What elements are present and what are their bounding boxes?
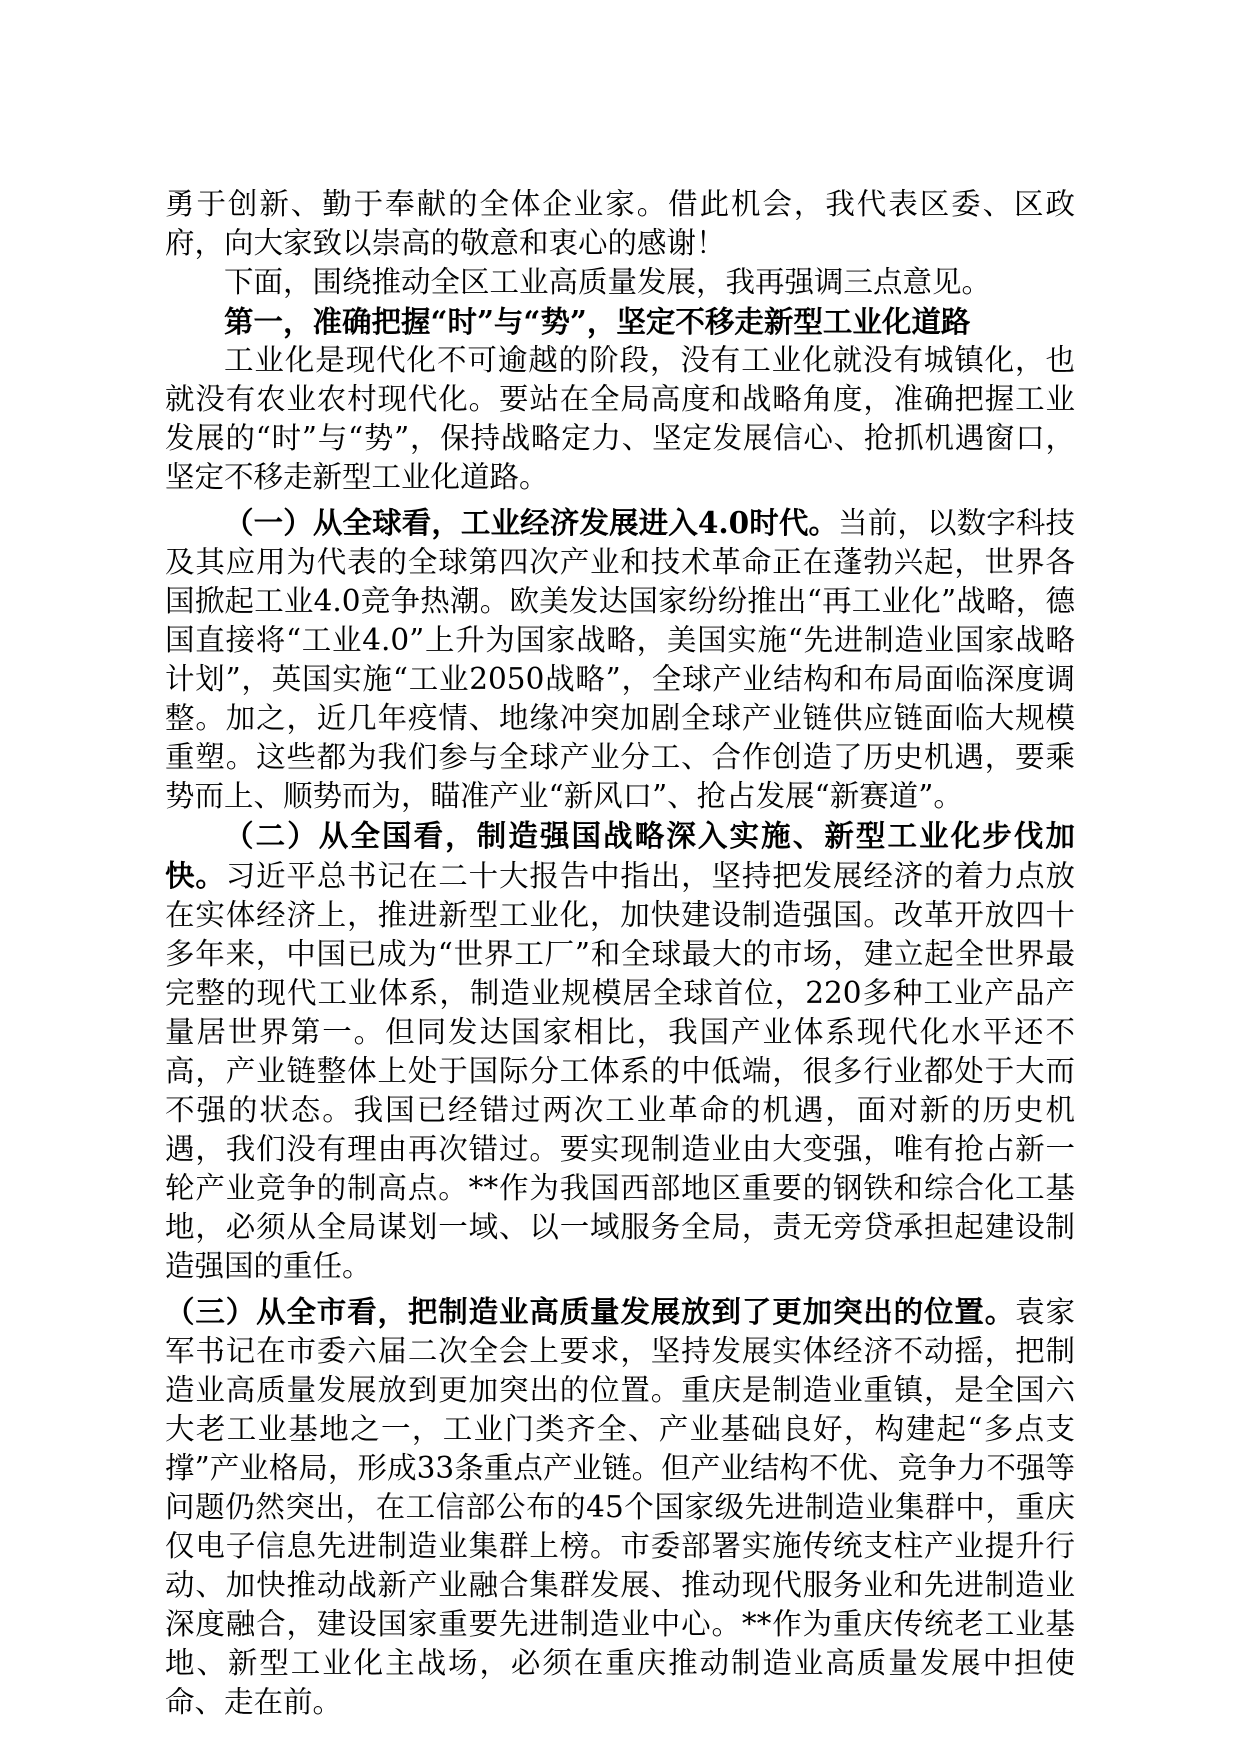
paragraph-intro-continuation: 勇于创新、勤于奉献的全体企业家。借此机会，我代表区委、区政府，向大家致以崇高的敬意和衷心的感谢！ (165, 187, 1075, 260)
point-three-lead: （三）从全市看，把制造业高质量发展放到了更加突出的位置。 (165, 1294, 1016, 1329)
paragraph-point-one (165, 503, 1075, 816)
paragraph-point-two (165, 816, 1075, 1286)
point-one-lead: （一）从全球看，工业经济发展进入4.0时代。 (224, 505, 839, 540)
paragraph-transition: 下面，围绕推动全区工业高质量发展，我再强调三点意见。 (224, 265, 992, 299)
paragraph-point-three (165, 1292, 1075, 1722)
point-two-lead: （二）从全国看，制造强国战略深入实施、新型工业化步伐加快。 (165, 818, 1075, 893)
section-heading-one: 第一，准确把握“时”与“势”，坚定不移走新型工业化道路 (224, 304, 971, 339)
point-two-body: 习近平总书记在二十大报告中指出，坚持把发展经济的着力点放在实体经济上，推进新型工业化，加快建设制造强国。改革开放四十多年来，中国已成为“世界工厂”和全球最大的市场，建立起全世界最完整的现代工业体系，制造业规模居全球首位，220多种工业产品产量居世界第一。但同发达国家相比，我国产业体系现代化水平还不高，产业链整体上处于国际分工体系的中低端，很多行业都处于大而不强的状态。我国已经错过两次工业革命的机遇，面对新的历史机遇，我们没有理由再次错过。要实现制造业由大变强，唯有抢占新一轮产业竞争的制高点。**作为我国西部地区重要的钢铁和综合化工基地，必须从全局谋划一域、以一域服务全局，责无旁贷承担起建设制造强国的重任。 (165, 859, 1075, 1283)
point-one-body: 当前，以数字科技及其应用为代表的全球第四次产业和技术革命正在蓬勃兴起，世界各国掀起工业4.0竞争热潮。欧美发达国家纷纷推出“再工业化”战略，德国直接将“工业4.0”上升为国家战略，美国实施“先进制造业国家战略计划”，英国实施“工业2050战略”，全球产业结构和布局面临深度调整。加之，近几年疫情、地缘冲突加剧全球产业链供应链面临大规模重塑。这些都为我们参与全球产业分工、合作创造了历史机遇，要乘势而上、顺势而为，瞄准产业“新风口”、抢占发展“新赛道”。 (165, 506, 1075, 813)
point-three-body: 袁家军书记在市委六届二次全会上要求，坚持发展实体经济不动摇，把制造业高质量发展放到更加突出的位置。重庆是制造业重镇，是全国六大老工业基地之一，工业门类齐全、产业基础良好，构建起“多点支撑”产业格局，形成33条重点产业链。但产业结构不优、竞争力不强等问题仍然突出，在工信部公布的45个国家级先进制造业集群中，重庆仅电子信息先进制造业集群上榜。市委部署实施传统支柱产业提升行动、加快推动战新产业融合集群发展、推动现代服务业和先进制造业深度融合，建设国家重要先进制造业中心。**作为重庆传统老工业基地、新型工业化主战场，必须在重庆推动制造业高质量发展中担使命、走在前。 (165, 1295, 1075, 1719)
paragraph-section-one-body: 工业化是现代化不可逾越的阶段，没有工业化就没有城镇化，也就没有农业农村现代化。要站在全局高度和战略角度，准确把握工业发展的“时”与“势”，保持战略定力、坚定发展信心、抢抓机遇窗口，坚定不移走新型工业化道路。 (165, 343, 1075, 494)
document-page (165, 185, 1075, 1722)
